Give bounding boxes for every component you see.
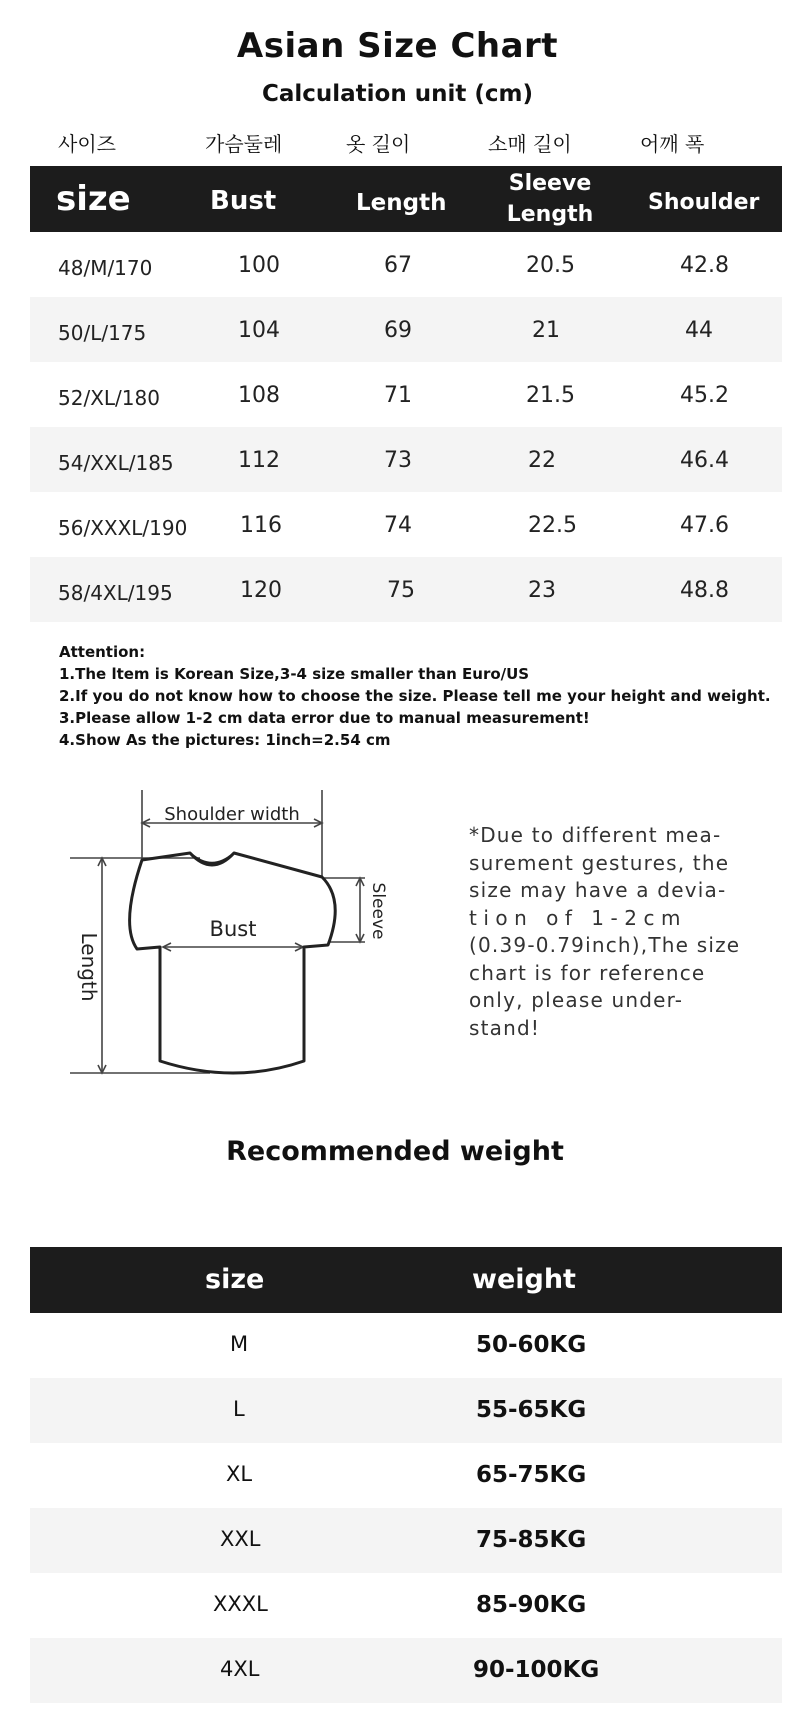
cell-bust: 100 [238, 253, 280, 278]
korean-header-row [30, 128, 782, 158]
note-line: *Due to different mea- [469, 823, 722, 847]
cell-size: L [233, 1397, 245, 1421]
cell-shoulder: 47.6 [680, 513, 729, 538]
size-table-header [30, 166, 782, 232]
table-row [30, 427, 782, 492]
cell-length: 75 [387, 578, 415, 603]
cell-length: 67 [384, 253, 412, 278]
header-bust: Bust [210, 186, 277, 216]
weight-table-header [30, 1247, 782, 1313]
cell-sleeve: 20.5 [526, 253, 575, 278]
header-size: size [56, 179, 131, 219]
korean-header-size: 사이즈 [58, 132, 116, 156]
cell-bust: 112 [238, 448, 280, 473]
cell-size: XL [226, 1462, 253, 1486]
table-row [30, 1443, 782, 1508]
cell-sleeve: 22 [528, 448, 556, 473]
cell-size: 54/XXL/185 [58, 451, 174, 475]
header-length: Length [356, 190, 447, 216]
cell-weight: 85-90KG [476, 1592, 587, 1618]
attention-heading: Attention: [59, 643, 146, 661]
cell-weight: 50-60KG [476, 1332, 587, 1358]
size-table [30, 166, 782, 622]
cell-bust: 120 [240, 578, 282, 603]
tshirt-outline [130, 853, 336, 1073]
bust-label: Bust [209, 917, 257, 941]
cell-size: 52/XL/180 [58, 386, 160, 410]
cell-sleeve: 23 [528, 578, 556, 603]
cell-weight: 65-75KG [476, 1462, 587, 1488]
note-line: (0.39-0.79inch),The size [469, 933, 741, 957]
table-row [30, 362, 782, 427]
length-label: Length [77, 932, 101, 1002]
header-sleeve-length: Sleeve Length [506, 171, 594, 227]
header-weight: weight [472, 1264, 576, 1295]
cell-size: XXL [220, 1527, 261, 1551]
table-row [30, 1573, 782, 1638]
cell-weight: 90-100KG [473, 1657, 600, 1683]
note-line: size may have a devia- [469, 878, 727, 902]
header-shoulder: Shoulder [648, 190, 760, 215]
table-row [30, 1638, 782, 1703]
table-row [30, 1313, 782, 1378]
cell-size: 58/4XL/195 [58, 581, 173, 605]
cell-length: 69 [384, 318, 412, 343]
attention-notes [59, 641, 771, 751]
recommended-weight-title: Recommended weight [226, 1136, 564, 1167]
cell-size: 56/XXXL/190 [58, 516, 188, 540]
cell-shoulder: 48.8 [680, 578, 729, 603]
cell-weight: 75-85KG [476, 1527, 587, 1553]
table-row [30, 557, 782, 622]
note-line: stand! [469, 1015, 541, 1040]
cell-shoulder: 45.2 [680, 383, 729, 408]
cell-bust: 108 [238, 383, 280, 408]
cell-sleeve: 21 [532, 318, 560, 343]
deviation-note [469, 822, 769, 1042]
attention-item: 4.Show As the pictures: 1inch=2.54 cm [59, 731, 391, 749]
cell-sleeve: 22.5 [528, 513, 577, 538]
cell-length: 71 [384, 383, 412, 408]
note-line: surement gestures, the [469, 850, 730, 875]
table-row [30, 297, 782, 362]
table-row [30, 492, 782, 557]
korean-header-shoulder: 어깨 폭 [640, 132, 705, 156]
attention-item: 1.The ltem is Korean Size,3-4 size smaller than Euro/US [59, 665, 530, 683]
weight-table [30, 1247, 782, 1703]
shoulder-width-label: Shoulder width [164, 804, 300, 825]
korean-header-bust: 가슴둘레 [205, 132, 283, 156]
korean-header-sleeve: 소매 길이 [488, 132, 572, 156]
attention-item: 2.If you do not know how to choose the size. Please tell me your height and weight. [59, 687, 771, 705]
header-size: size [205, 1264, 265, 1295]
table-row [30, 1508, 782, 1573]
cell-shoulder: 46.4 [680, 448, 729, 473]
sleeve-label: Sleeve [368, 882, 388, 940]
cell-shoulder: 44 [685, 318, 713, 343]
cell-size: M [230, 1332, 249, 1356]
cell-bust: 104 [238, 318, 280, 343]
note-line: chart is for reference [469, 960, 706, 985]
table-row [30, 1378, 782, 1443]
cell-bust: 116 [240, 513, 282, 538]
table-row [30, 232, 782, 297]
cell-sleeve: 21.5 [526, 383, 575, 408]
cell-size: XXXL [213, 1592, 268, 1616]
note-line: tion of 1-2cm [469, 905, 687, 930]
unit-subtitle: Calculation unit (cm) [261, 81, 533, 107]
cell-size: 4XL [220, 1657, 260, 1681]
cell-length: 74 [384, 513, 412, 538]
cell-weight: 55-65KG [476, 1397, 587, 1423]
cell-length: 73 [384, 448, 412, 473]
korean-header-length: 옷 길이 [346, 132, 411, 156]
cell-size: 48/M/170 [58, 256, 153, 280]
attention-item: 3.Please allow 1-2 cm data error due to manual measurement! [59, 709, 590, 727]
cell-shoulder: 42.8 [680, 253, 729, 278]
page-title: Asian Size Chart [236, 26, 559, 66]
cell-size: 50/L/175 [58, 321, 147, 345]
note-line: only, please under- [469, 988, 684, 1012]
tshirt-measurement-diagram [60, 775, 420, 1085]
